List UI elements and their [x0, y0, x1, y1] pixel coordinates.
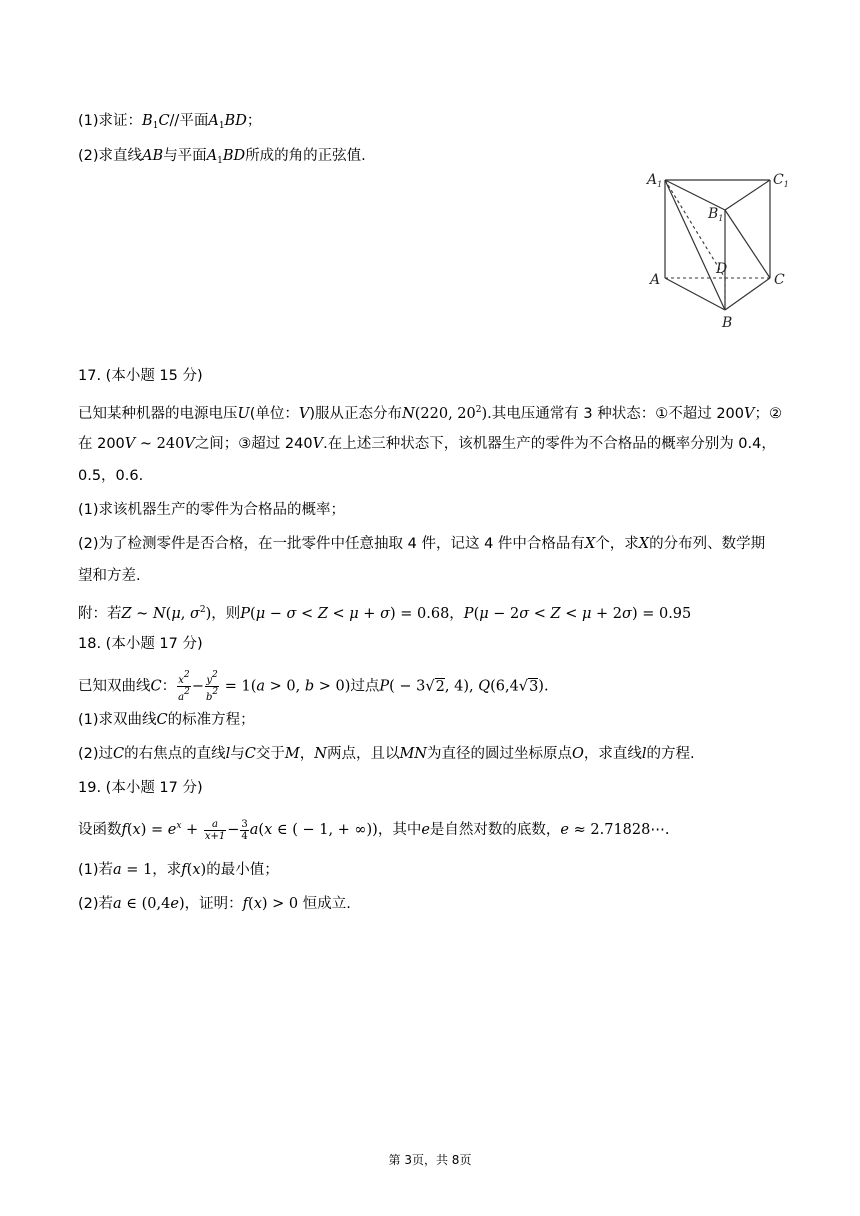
q19-part1-a: (1)若 — [78, 862, 114, 878]
q19-line1-c: 是自然对数的底数， — [429, 822, 561, 838]
q18-line1-b: 过点 — [350, 678, 380, 695]
q16-part2-mid: 与平面 — [163, 148, 207, 164]
q16-part2: (2)求直线AB与平面$A_1BD$所成的角的正弦值. — [78, 148, 366, 166]
q16-part2-suffix: 所成的角的正弦值. — [245, 148, 366, 164]
edge-a1b — [665, 180, 728, 310]
label-c: C — [774, 272, 785, 288]
q16-part1-plane: 平面 — [179, 113, 209, 129]
q17-note-c: ， — [449, 606, 464, 622]
q17-part2-a: (2)为了检测零件是否合格，在一批零件中任意抽取 4 件，记这 4 件中合格品有 — [78, 536, 585, 552]
q19-part2-b: ，证明： — [184, 896, 243, 912]
q16-part2-prefix: (2)求直线 — [78, 148, 143, 164]
page-footer: 第 3页，共 8页 — [388, 1153, 472, 1167]
q18-part2-f: 两点，且以 — [326, 746, 400, 762]
q19-part1-c: 的最小值； — [206, 862, 279, 878]
q16-part1: (1)求证：$B_1C//$平面$A_1BD$； — [78, 113, 262, 131]
q19-header: 19. (本小题 17 分) — [78, 780, 203, 796]
q19-part2: (2)若a ∈ (0,4e)，证明：f(x) > 0 恒成立. — [78, 896, 351, 912]
q17-note-b: ，则 — [211, 606, 241, 622]
q18-part2-i: 的方程. — [646, 746, 695, 762]
q17-line2-b: 之间；③超过 240 — [194, 436, 313, 452]
q17-line3: 0.5，0.6. — [78, 468, 144, 484]
q18-part2-c: 与 — [230, 746, 245, 762]
q17-line1-c: )服从正态分布 — [309, 406, 403, 422]
q19-part2-c: 恒成立. — [298, 896, 351, 912]
q17-line1-e: ；② — [754, 406, 782, 422]
q17-part2-c: 的分布列、数学期 — [649, 536, 766, 552]
q18-part2-g: 为直径的圆过坐标原点 — [427, 746, 572, 762]
edge-b1c — [725, 210, 770, 278]
q17-header: 17. (本小题 15 分) — [78, 368, 203, 384]
q16-part1-prefix: (1)求证： — [78, 113, 143, 129]
q19-part1: (1)若a = 1，求f(x)的最小值； — [78, 862, 279, 878]
q18-part2-a: (2)过 — [78, 746, 114, 762]
q17-part1: (1)求该机器生产的零件为合格品的概率； — [78, 502, 346, 518]
q17-line2-c: .在上述三种状态下，该机器生产的零件为不合格品的概率分别为 0.4， — [323, 436, 776, 452]
q18-part2: (2)过C的右焦点的直线l与C交于M，N两点，且以MN为直径的圆过坐标原点O，求直线l的方程. — [78, 746, 695, 762]
label-c1: $C_1$ — [773, 172, 789, 189]
q18-part2-b: 的右焦点的直线 — [124, 746, 226, 762]
q19-line1-b: ，其中 — [377, 822, 422, 838]
q18-part2-d: 交于 — [255, 746, 285, 762]
q17-note: 附：若Z ~ N(μ, $\sigma^2$)，则P(μ − σ < Z < μ + σ) = 0.68，P(μ − 2σ < Z < μ + 2σ) = 0.95 — [78, 605, 692, 622]
q18-part1-b: 的标准方程； — [167, 712, 255, 728]
label-a1: $A_1$ — [647, 172, 663, 189]
q17-line2: 在 200V ~ 240V之间；③超过 240V.在上述三种状态下，该机器生产的零件为不合格品的概率分别为 0.4， — [78, 436, 776, 452]
q18-line1-a: 已知双曲线 — [78, 678, 151, 695]
q17-line1-a: 已知某种机器的电源电压 — [78, 406, 238, 422]
edge-ab — [665, 278, 725, 310]
edge-b1c1 — [725, 180, 770, 210]
q17-note-a: 附：若 — [78, 606, 122, 622]
label-b: B — [722, 315, 733, 331]
q19-line1-a: 设函数 — [78, 822, 122, 838]
q17-line1-d: .其电压通常有 3 种状态：①不超过 200 — [487, 406, 745, 422]
q19-part2-a: (2)若 — [78, 896, 114, 912]
q17-line1: 已知某种机器的电源电压U(单位：V)服从正态分布N(220, $20^2$).其电压通常有 3 种状态：①不超过 200V；② — [78, 405, 782, 422]
label-a: A — [650, 272, 661, 288]
q19-line1: 设函数$f(x) = e^x$ + $\frac{a}{x+1}$ − $\frac{3}{4}$ a(x ∈ ( − 1, + ∞))，其中e是自然对数的底数，e ≈ 2.71828⋯. — [78, 818, 670, 842]
edge-bc — [725, 278, 770, 310]
q18-part1-a: (1)求双曲线 — [78, 712, 157, 728]
q18-part2-e: ， — [299, 746, 315, 762]
q17-line1-b: (单位： — [249, 406, 299, 422]
q17-line2-a: 在 200 — [78, 436, 125, 452]
q18-line1: 已知双曲线C： $\frac{x^2}{a^2}$ − $\frac{y^2}{b^2}$ = 1(a > 0, b > 0)过点P( − 3√2, 4), Q(6,4√3). — [78, 670, 549, 703]
q18-part1: (1)求双曲线C的标准方程； — [78, 712, 255, 728]
q18-part2-h: ，求直线 — [583, 746, 642, 762]
prism-figure — [640, 165, 800, 335]
q17-part2: (2)为了检测零件是否合格，在一批零件中任意抽取 4 件，记这 4 件中合格品有X个，求X的分布列、数学期 — [78, 536, 766, 552]
label-b1: $B_1$ — [708, 206, 724, 223]
q19-part1-b: ，求 — [152, 862, 182, 878]
q18-header: 18. (本小题 17 分) — [78, 636, 203, 652]
label-d: D — [716, 261, 728, 277]
q17-part2-cont: 望和方差. — [78, 568, 141, 584]
q17-part2-b: 个，求 — [595, 536, 639, 552]
